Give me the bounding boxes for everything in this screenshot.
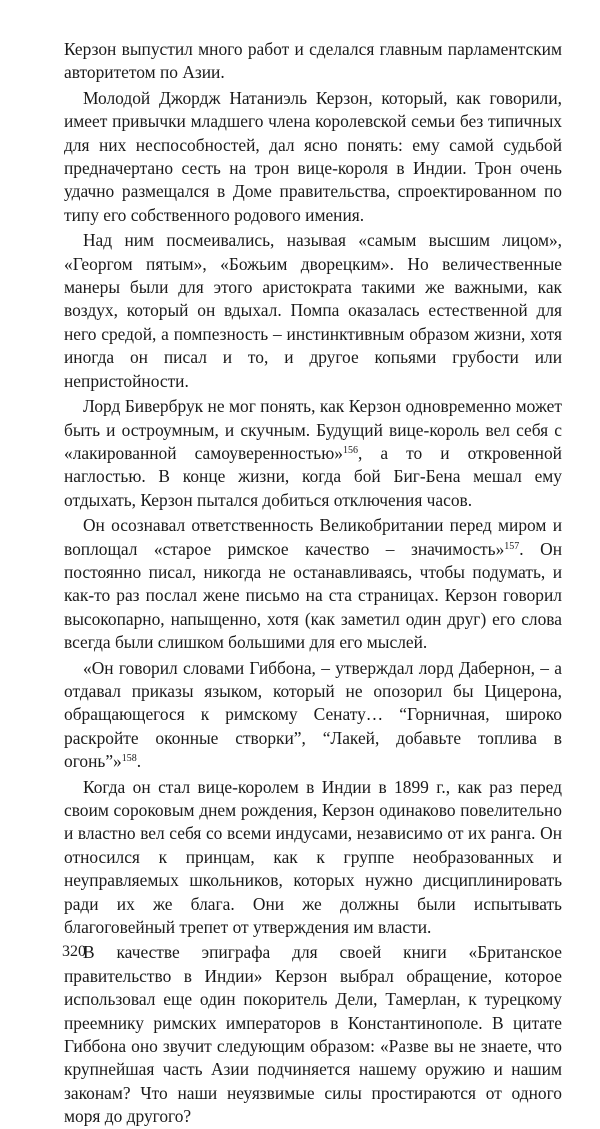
paragraph-2: Молодой Джордж Натаниэль Керзон, который, как говорили, имеет привычки младшего члена королевской семьи без типичных для них неспособностей, дал ясно понять: ему самой судьбой предначертано сесть на трон вице-короля в Индии. Трон очень удачно размещался в Доме правительства, спроектированном по типу его собственного родового имения. [64,87,562,225]
paragraph-3: Над ним посмеивались, называя «самым высшим лицом», «Георгом пятым», «Божьим дворецким». Но величественные манеры были для этого аристократа такими же важными, как воздух, который он вдыхал. Помпа оказалась естественной для него средой, а помпезность – инстинктивным образом жизни, хотя иногда он писал и то, и другое копьями грубости или непристойности. [64,230,562,391]
paragraph-5: Он осознавал ответственность Великобритании перед миром и воплощал «старое римское качество – значимость»$^{157}$. Он постоянно писал, никогда не останавливаясь, чтобы подумать, и как-то раз послал жене письмо на ста страницах. Керзон говорил высокопарно, напыщенно, хотя (как заметил один друг) его слова всегда были слишком большими для его мыслей. [64,515,563,653]
paragraph-1: Керзон выпустил много работ и сделался главным парламентским авторитетом по Азии. [64,39,562,83]
footnote-ref-157: 157 [504,540,520,552]
page-number: 320 [62,943,86,960]
paragraph-4: Лорд Бивербрук не мог понять, как Керзон одновременно может быть и остроумным, и скучным. Будущий вице-король вел себя с «лакированной самоуверенностью»$^{156}$, а то и откровенной наглостью. В конце жизни, когда бой Биг-Бена мешал ему отдыхать, Керзон пытался добиться отключения часов. [64,396,562,510]
paragraph-7: Когда он стал вице-королем в Индии в 1899 г., как раз перед своим сороковым днем рождения, Керзон одинаково повелительно и властно вел себя со всеми индусами, независимо от их ранга. Он относился к принцам, как к группе необразованных и неуправляемых школьников, которых нужно дисциплинировать ради их же блага. Они же должны были испытывать благоговейный трепет от утверждения им власти. [64,776,562,938]
text-block [64,38,562,1129]
footnote-ref-156: 156 [342,444,358,456]
footnote-ref-158: 158 [121,753,137,765]
paragraph-8: В качестве эпиграфа для своей книги «Британское правительство в Индии» Керзон выбрал обращение, которое использовал еще один покоритель Дели, Тамерлан, к турецкому преемнику римских императоров в Константинополе. В цитате Гиббона оно звучит следующим образом: «Разве вы не знаете, что крупнейшая часть Азии подчиняется нашему оружию и нашим законам? Что наши неуязвимые силы простираются от одного моря до другого? [64,942,562,1127]
paragraph-6: «Он говорил словами Гиббона, – утверждал лорд Дабернон, – а отдавал приказы языком, который не опозорил бы Цицерона, обращающегося к римскому Сенату… “Горничная, широко раскройте оконные створки”, “Лакей, добавьте топлива в огонь”»$^{158}$. [64,657,562,772]
